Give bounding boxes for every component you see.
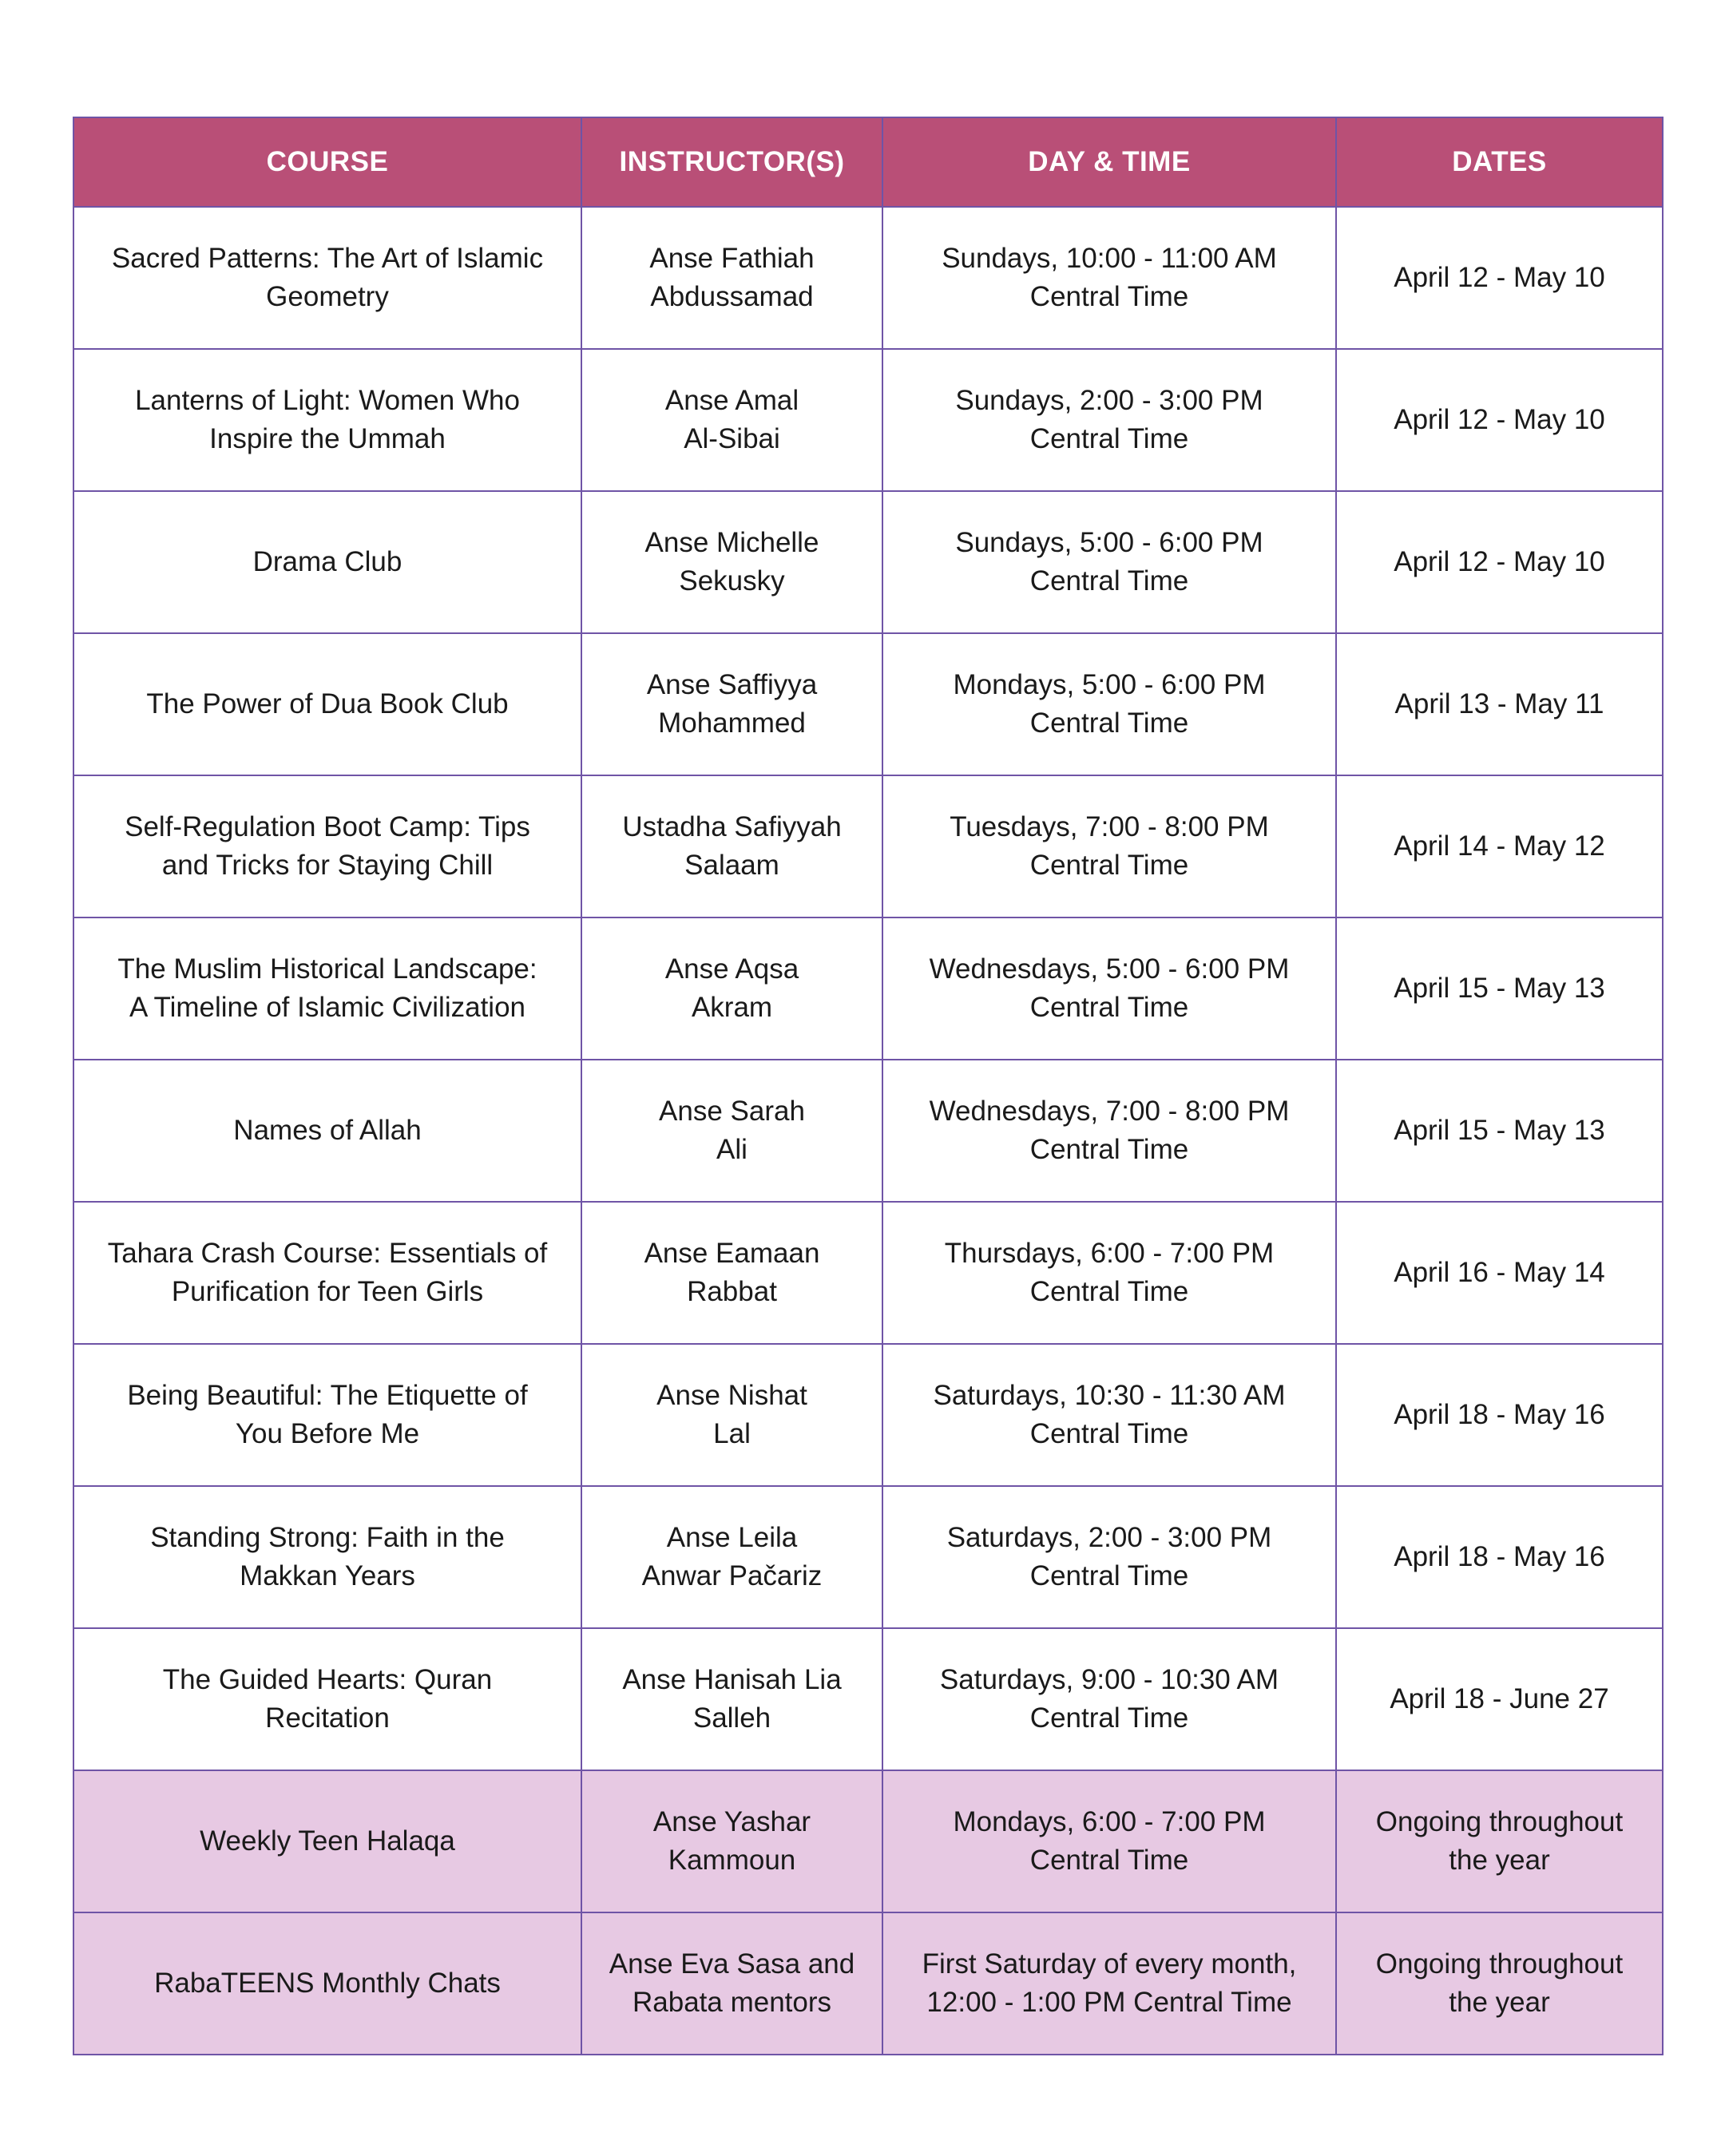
day-time-cell-line: Central Time: [1029, 565, 1189, 596]
instructor-cell-line: Salaam: [684, 850, 779, 881]
day-time-cell-line: Central Time: [1029, 850, 1189, 881]
instructor-cell-line: Anse Amal: [664, 385, 799, 416]
instructor-cell: [581, 349, 882, 491]
table-row: [73, 1486, 1663, 1628]
instructor-cell-line: Sekusky: [679, 565, 785, 596]
course-cell: [73, 1060, 581, 1202]
course-cell-line: Inspire the Ummah: [209, 423, 446, 454]
course-cell: [73, 1770, 581, 1912]
dates-cell-line: April 16 - May 14: [1394, 1257, 1605, 1288]
day-time-cell: [882, 349, 1336, 491]
instructor-cell: [581, 1912, 882, 2055]
dates-cell: [1336, 1344, 1663, 1486]
dates-cell-line: April 12 - May 10: [1394, 546, 1605, 577]
day-time-cell-line: Central Time: [1029, 1418, 1189, 1449]
day-time-cell-line: Sundays, 5:00 - 6:00 PM: [955, 527, 1263, 558]
dates-cell: [1336, 207, 1663, 349]
instructor-cell-line: Kammoun: [668, 1845, 796, 1876]
day-time-cell: [882, 1344, 1336, 1486]
instructor-cell: [581, 207, 882, 349]
header-course: COURSE: [73, 117, 581, 207]
dates-cell-line: April 18 - May 16: [1394, 1541, 1605, 1572]
course-cell-line: and Tricks for Staying Chill: [161, 850, 494, 881]
instructor-cell-line: Anwar Pačariz: [641, 1560, 823, 1591]
day-time-cell-line: 12:00 - 1:00 PM Central Time: [926, 1987, 1292, 2018]
dates-cell-line: April 14 - May 12: [1394, 830, 1605, 862]
instructor-cell: [581, 1770, 882, 1912]
dates-cell-line: April 12 - May 10: [1394, 262, 1605, 293]
instructor-cell-line: Abdussamad: [650, 281, 814, 312]
day-time-cell-line: Central Time: [1029, 281, 1189, 312]
day-time-cell-line: Central Time: [1029, 992, 1189, 1023]
instructor-cell-line: Lal: [713, 1418, 751, 1449]
day-time-cell-line: Central Time: [1029, 707, 1189, 739]
day-time-cell: [882, 633, 1336, 775]
course-cell: [73, 1628, 581, 1770]
dates-cell-line: the year: [1449, 1987, 1550, 2018]
header-day-time: DAY & TIME: [882, 117, 1336, 207]
course-cell-line: Being Beautiful: The Etiquette of: [127, 1380, 528, 1411]
table-row: [73, 1202, 1663, 1344]
table-row: [73, 1770, 1663, 1912]
day-time-cell-line: Thursdays, 6:00 - 7:00 PM: [944, 1238, 1275, 1269]
course-cell-line: You Before Me: [235, 1418, 420, 1449]
instructor-cell-line: Mohammed: [658, 707, 806, 739]
instructor-cell: [581, 917, 882, 1060]
instructor-cell: [581, 633, 882, 775]
dates-cell-line: the year: [1449, 1845, 1550, 1876]
course-cell: [73, 349, 581, 491]
header-dates: DATES: [1336, 117, 1663, 207]
table-row: [73, 917, 1663, 1060]
table-body: [73, 207, 1663, 2055]
day-time-cell-line: Sundays, 10:00 - 11:00 AM: [942, 243, 1277, 274]
course-cell-line: A Timeline of Islamic Civilization: [129, 992, 525, 1023]
day-time-cell: [882, 491, 1336, 633]
course-cell-line: Sacred Patterns: The Art of Islamic: [111, 243, 544, 274]
instructor-cell-line: Ustadha Safiyyah: [622, 811, 842, 842]
table-header: [73, 117, 1663, 207]
instructor-cell-line: Anse Aqsa: [664, 953, 799, 985]
instructor-cell-line: Al-Sibai: [684, 423, 780, 454]
day-time-cell: [882, 1912, 1336, 2055]
day-time-cell: [882, 1060, 1336, 1202]
day-time-cell-line: Wednesdays, 5:00 - 6:00 PM: [929, 953, 1290, 985]
course-cell-line: Names of Allah: [233, 1115, 422, 1146]
day-time-cell-line: Mondays, 5:00 - 6:00 PM: [953, 669, 1266, 700]
course-schedule-table: [73, 117, 1664, 2055]
instructor-cell: [581, 1060, 882, 1202]
dates-cell-line: April 18 - May 16: [1394, 1399, 1605, 1430]
dates-cell: [1336, 917, 1663, 1060]
day-time-cell-line: Central Time: [1029, 1276, 1189, 1307]
instructor-cell-line: Akram: [691, 992, 773, 1023]
course-cell-line: Standing Strong: Faith in the: [150, 1522, 505, 1553]
table-row: [73, 633, 1663, 775]
instructor-cell-line: Anse Nishat: [656, 1380, 807, 1411]
dates-cell: [1336, 1202, 1663, 1344]
instructor-cell-line: Anse Leila: [666, 1522, 798, 1553]
day-time-cell-line: Central Time: [1029, 1702, 1189, 1734]
table-row: [73, 207, 1663, 349]
instructor-cell-line: Anse Fathiah: [649, 243, 815, 274]
course-cell-line: Purification for Teen Girls: [171, 1276, 484, 1307]
dates-cell-line: April 18 - June 27: [1390, 1683, 1609, 1714]
day-time-cell: [882, 917, 1336, 1060]
dates-cell: [1336, 1912, 1663, 2055]
course-cell-line: RabaTEENS Monthly Chats: [154, 1968, 501, 1999]
instructor-cell: [581, 1486, 882, 1628]
day-time-cell: [882, 1202, 1336, 1344]
day-time-cell-line: Saturdays, 2:00 - 3:00 PM: [946, 1522, 1272, 1553]
instructor-cell-line: Anse Yashar: [652, 1806, 811, 1837]
day-time-cell: [882, 1486, 1336, 1628]
course-cell-line: Recitation: [265, 1702, 390, 1734]
dates-cell-line: April 15 - May 13: [1394, 973, 1605, 1004]
dates-cell: [1336, 775, 1663, 917]
day-time-cell-line: Sundays, 2:00 - 3:00 PM: [955, 385, 1263, 416]
instructor-cell-line: Rabata mentors: [632, 1987, 832, 2018]
course-cell: [73, 633, 581, 775]
header-instructors: INSTRUCTOR(S): [581, 117, 882, 207]
course-cell-line: Makkan Years: [240, 1560, 415, 1591]
table-row: [73, 1628, 1663, 1770]
instructor-cell: [581, 491, 882, 633]
day-time-cell-line: Saturdays, 10:30 - 11:30 AM: [933, 1380, 1286, 1411]
dates-cell: [1336, 349, 1663, 491]
instructor-cell-line: Anse Saffiyya: [646, 669, 818, 700]
table-row: [73, 491, 1663, 633]
dates-cell: [1336, 1770, 1663, 1912]
dates-cell-line: Ongoing throughout: [1375, 1948, 1624, 1980]
instructor-cell-line: Anse Sarah: [659, 1096, 805, 1127]
instructor-cell-line: Salleh: [692, 1702, 771, 1734]
day-time-cell-line: Mondays, 6:00 - 7:00 PM: [953, 1806, 1266, 1837]
day-time-cell-line: First Saturday of every month,: [922, 1948, 1297, 1980]
table-row: [73, 1060, 1663, 1202]
dates-cell-line: Ongoing throughout: [1375, 1806, 1624, 1837]
day-time-cell-line: Saturdays, 9:00 - 10:30 AM: [939, 1664, 1279, 1695]
day-time-cell: [882, 1770, 1336, 1912]
course-cell-line: Tahara Crash Course: Essentials of: [107, 1238, 548, 1269]
course-cell: [73, 1344, 581, 1486]
day-time-cell-line: Tuesdays, 7:00 - 8:00 PM: [950, 811, 1269, 842]
day-time-cell-line: Central Time: [1029, 1134, 1189, 1165]
dates-cell: [1336, 1628, 1663, 1770]
course-cell: [73, 775, 581, 917]
course-cell-line: The Guided Hearts: Quran: [162, 1664, 493, 1695]
day-time-cell-line: Wednesdays, 7:00 - 8:00 PM: [929, 1096, 1290, 1127]
course-cell-line: Lanterns of Light: Women Who: [135, 385, 520, 416]
table-row: [73, 1344, 1663, 1486]
instructor-cell-line: Anse Hanisah Lia: [622, 1664, 842, 1695]
header-row: [73, 117, 1663, 207]
table-row: [73, 775, 1663, 917]
dates-cell-line: April 12 - May 10: [1394, 404, 1605, 435]
course-cell: [73, 1486, 581, 1628]
instructor-cell: [581, 1344, 882, 1486]
instructor-cell-line: Anse Eva Sasa and: [609, 1948, 855, 1980]
dates-cell: [1336, 1060, 1663, 1202]
course-cell: [73, 1912, 581, 2055]
course-cell-line: The Muslim Historical Landscape:: [117, 953, 537, 985]
day-time-cell: [882, 1628, 1336, 1770]
day-time-cell-line: Central Time: [1029, 1845, 1189, 1876]
course-cell: [73, 917, 581, 1060]
course-cell: [73, 207, 581, 349]
course-cell-line: Self-Regulation Boot Camp: Tips: [125, 811, 530, 842]
course-cell: [73, 1202, 581, 1344]
day-time-cell-line: Central Time: [1029, 1560, 1189, 1591]
dates-cell: [1336, 1486, 1663, 1628]
course-cell-line: The Power of Dua Book Club: [146, 688, 509, 719]
table-row: [73, 1912, 1663, 2055]
dates-cell: [1336, 491, 1663, 633]
course-cell-line: Drama Club: [252, 546, 402, 577]
course-cell-line: Weekly Teen Halaqa: [200, 1825, 455, 1857]
instructor-cell-line: Anse Michelle: [644, 527, 819, 558]
course-cell-line: Geometry: [266, 281, 389, 312]
dates-cell-line: April 13 - May 11: [1394, 688, 1604, 719]
instructor-cell: [581, 1628, 882, 1770]
instructor-cell-line: Rabbat: [687, 1276, 777, 1307]
day-time-cell: [882, 775, 1336, 917]
dates-cell-line: April 15 - May 13: [1394, 1115, 1605, 1146]
instructor-cell: [581, 775, 882, 917]
dates-cell: [1336, 633, 1663, 775]
day-time-cell: [882, 207, 1336, 349]
instructor-cell: [581, 1202, 882, 1344]
course-cell: [73, 491, 581, 633]
day-time-cell-line: Central Time: [1029, 423, 1189, 454]
table-row: [73, 349, 1663, 491]
instructor-cell-line: Anse Eamaan: [644, 1238, 820, 1269]
instructor-cell-line: Ali: [716, 1134, 748, 1165]
